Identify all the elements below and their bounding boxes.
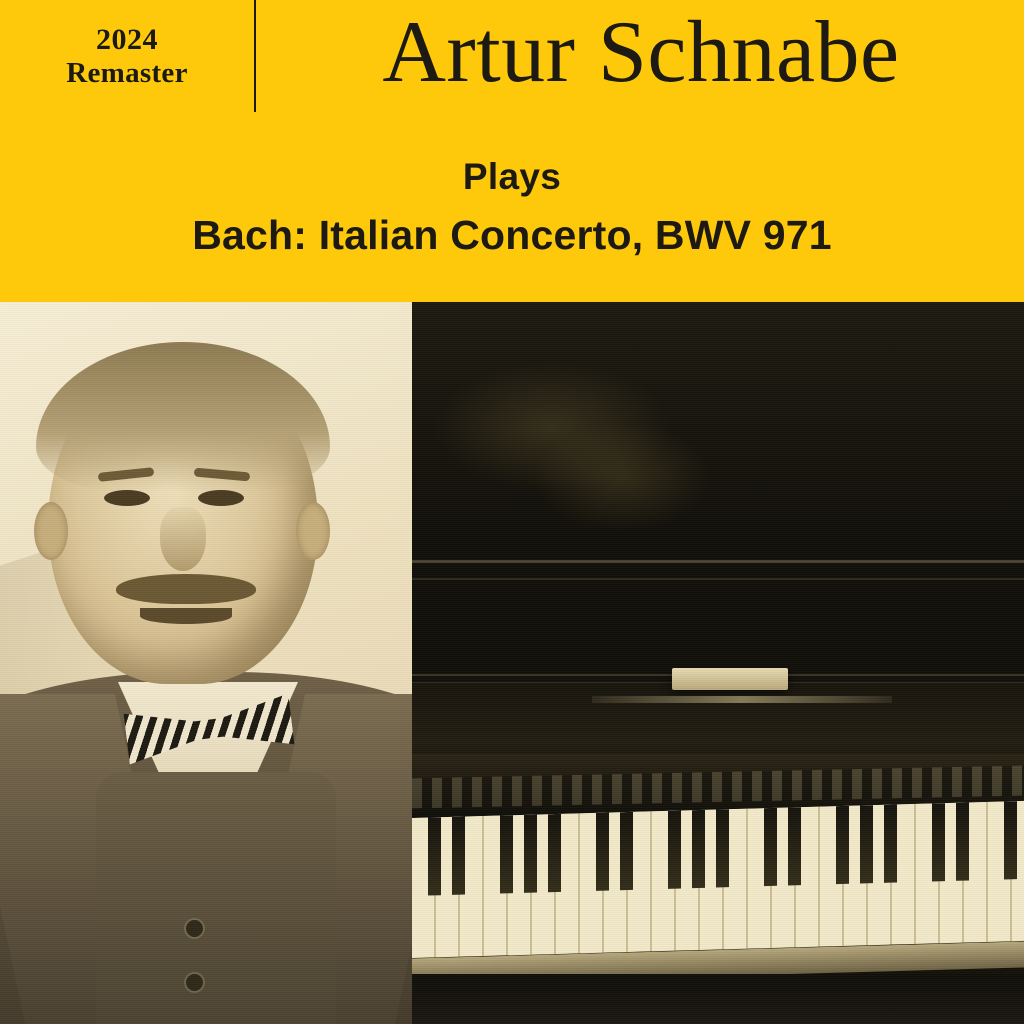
nose-shape: [160, 507, 206, 571]
plays-label: Plays: [462, 155, 562, 197]
mustache-shape: [116, 574, 256, 604]
piano-photo: [412, 302, 1024, 1024]
ear-shape: [296, 502, 330, 560]
work-title: Bach: Italian Concerto, BWV 971: [192, 211, 832, 258]
subtitle-band: [0, 112, 1024, 302]
mouth-shape: [140, 608, 232, 624]
piano-lower-panel: [412, 974, 1024, 1024]
piano-rest-shelf: [592, 696, 892, 703]
vest-shape: [96, 772, 336, 1024]
piano-panel-seam: [412, 560, 1024, 563]
eye-shape: [198, 490, 244, 506]
ear-shape: [34, 502, 68, 560]
piano-music-rest: [672, 668, 788, 690]
piano-upper-panel: [412, 302, 1024, 552]
piano-highlight: [532, 422, 712, 532]
vest-button: [186, 974, 203, 991]
piano-keybed: [412, 801, 1024, 958]
artist-name: Artur Schnabe: [382, 4, 900, 101]
remaster-badge: [0, 0, 256, 112]
eye-shape: [104, 490, 150, 506]
piano-panel-seam: [412, 578, 1024, 580]
remaster-year: 2024: [96, 22, 158, 56]
remaster-label: Remaster: [66, 56, 188, 89]
vest-button: [186, 920, 203, 937]
artwork-area: [0, 302, 1024, 1024]
header-band: [0, 0, 1024, 112]
portrait-photo: [0, 302, 412, 1024]
